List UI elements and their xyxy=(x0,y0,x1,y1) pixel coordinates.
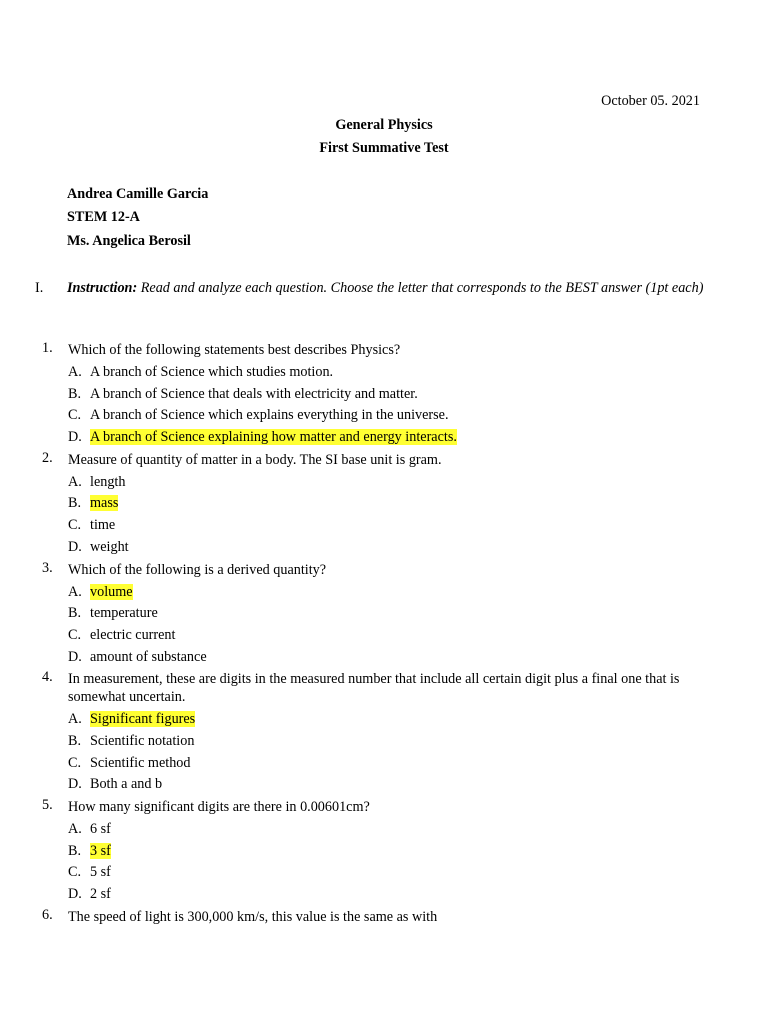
question-number: 6. xyxy=(42,906,53,923)
answer-option-selected xyxy=(68,841,768,863)
option-text: A branch of Science that deals with electricity and matter. xyxy=(90,385,418,402)
instruction-text xyxy=(67,279,715,297)
answer-option-selected xyxy=(68,493,768,515)
question xyxy=(42,339,704,362)
answer-option xyxy=(68,647,768,669)
question-text: Measure of quantity of matter in a body. The SI base unit is gram. xyxy=(68,451,442,468)
option-text: length xyxy=(90,473,126,490)
test-title: First Summative Test xyxy=(319,140,449,156)
question xyxy=(42,668,704,709)
answer-option xyxy=(68,862,768,884)
option-text: weight xyxy=(90,538,129,555)
test-date: October 05. 2021 xyxy=(601,93,700,109)
option-letter: A. xyxy=(68,821,82,837)
question-number: 4. xyxy=(42,669,53,686)
answer-option xyxy=(68,384,768,406)
option-text: amount of substance xyxy=(90,648,207,665)
question-number: 1. xyxy=(42,340,53,356)
highlighted-answer: mass xyxy=(90,495,119,512)
option-text: A branch of Science which explains everything in the universe. xyxy=(90,407,449,424)
instruction-label: Instruction: xyxy=(67,280,138,296)
option-letter: C. xyxy=(68,626,82,643)
subject-title: General Physics xyxy=(335,117,433,133)
question-number: 2. xyxy=(42,449,53,466)
option-letter: D. xyxy=(68,648,82,665)
option-letter: B. xyxy=(68,385,82,402)
option-text: time xyxy=(90,517,116,534)
question-text: The speed of light is 300,000 km/s, this value is the same as with xyxy=(68,908,438,925)
instruction-numeral: I. xyxy=(35,280,44,296)
highlighted-answer: 3 sf xyxy=(90,842,111,859)
option-letter: B. xyxy=(68,495,82,512)
question-text: Which of the following is a derived quantity? xyxy=(68,561,327,578)
option-letter: D. xyxy=(68,886,82,903)
option-letter: B. xyxy=(68,732,82,749)
option-letter: A. xyxy=(68,711,82,728)
highlighted-answer: volume xyxy=(90,583,133,600)
option-text: Scientific method xyxy=(90,754,191,771)
highlighted-answer: A branch of Science explaining how matter and energy interacts. xyxy=(90,429,457,446)
answer-option xyxy=(68,537,768,559)
answer-option xyxy=(68,625,768,647)
answer-option xyxy=(68,603,768,625)
option-text: 5 sf xyxy=(90,864,111,881)
answer-option xyxy=(68,731,768,753)
option-letter: A. xyxy=(68,473,82,490)
question-text: Which of the following statements best describes Physics? xyxy=(68,342,401,358)
question-list xyxy=(0,339,768,929)
answer-option-selected xyxy=(68,582,768,604)
question xyxy=(42,796,704,819)
option-letter: B. xyxy=(68,605,82,622)
option-text: 6 sf xyxy=(90,821,111,837)
question-number: 5. xyxy=(42,797,53,813)
teacher-name: Ms. Angelica Berosil xyxy=(67,233,191,249)
answer-option-selected xyxy=(68,709,768,731)
instruction-block xyxy=(35,279,715,297)
option-text: electric current xyxy=(90,626,176,643)
instruction-body: Read and analyze each question. Choose the letter that corresponds to the BEST answer (1pt each) xyxy=(137,280,704,296)
answer-option xyxy=(68,884,768,906)
answer-option xyxy=(68,819,768,841)
student-section: STEM 12-A xyxy=(67,209,140,225)
option-letter: C. xyxy=(68,864,82,881)
option-text: 2 sf xyxy=(90,886,111,903)
answer-option xyxy=(68,472,768,494)
option-text: A branch of Science which studies motion. xyxy=(90,364,334,380)
question-text: How many significant digits are there in 0.00601cm? xyxy=(68,799,370,815)
question-number: 3. xyxy=(42,559,53,576)
question xyxy=(42,559,704,582)
answer-option xyxy=(68,753,768,775)
option-letter: D. xyxy=(68,538,82,555)
answer-option-selected xyxy=(68,427,768,449)
option-letter: D. xyxy=(68,776,82,793)
question xyxy=(42,906,704,929)
option-letter: D. xyxy=(68,429,82,446)
highlighted-answer: Significant figures xyxy=(90,711,196,728)
answer-option xyxy=(68,515,768,537)
option-text: Scientific notation xyxy=(90,732,195,749)
option-text: temperature xyxy=(90,605,158,622)
answer-option xyxy=(68,774,768,796)
answer-option xyxy=(68,362,768,384)
answer-option xyxy=(68,405,768,427)
option-letter: B. xyxy=(68,842,82,859)
option-letter: A. xyxy=(68,364,82,380)
option-letter: A. xyxy=(68,583,82,600)
option-text: Both a and b xyxy=(90,776,163,793)
question xyxy=(42,449,704,472)
question-text: In measurement, these are digits in the measured number that include all certain digit plus a final one that is somewhat uncertain. xyxy=(68,671,680,706)
option-letter: C. xyxy=(68,517,82,534)
option-letter: C. xyxy=(68,754,82,771)
option-letter: C. xyxy=(68,407,82,424)
student-name: Andrea Camille Garcia xyxy=(67,186,209,202)
